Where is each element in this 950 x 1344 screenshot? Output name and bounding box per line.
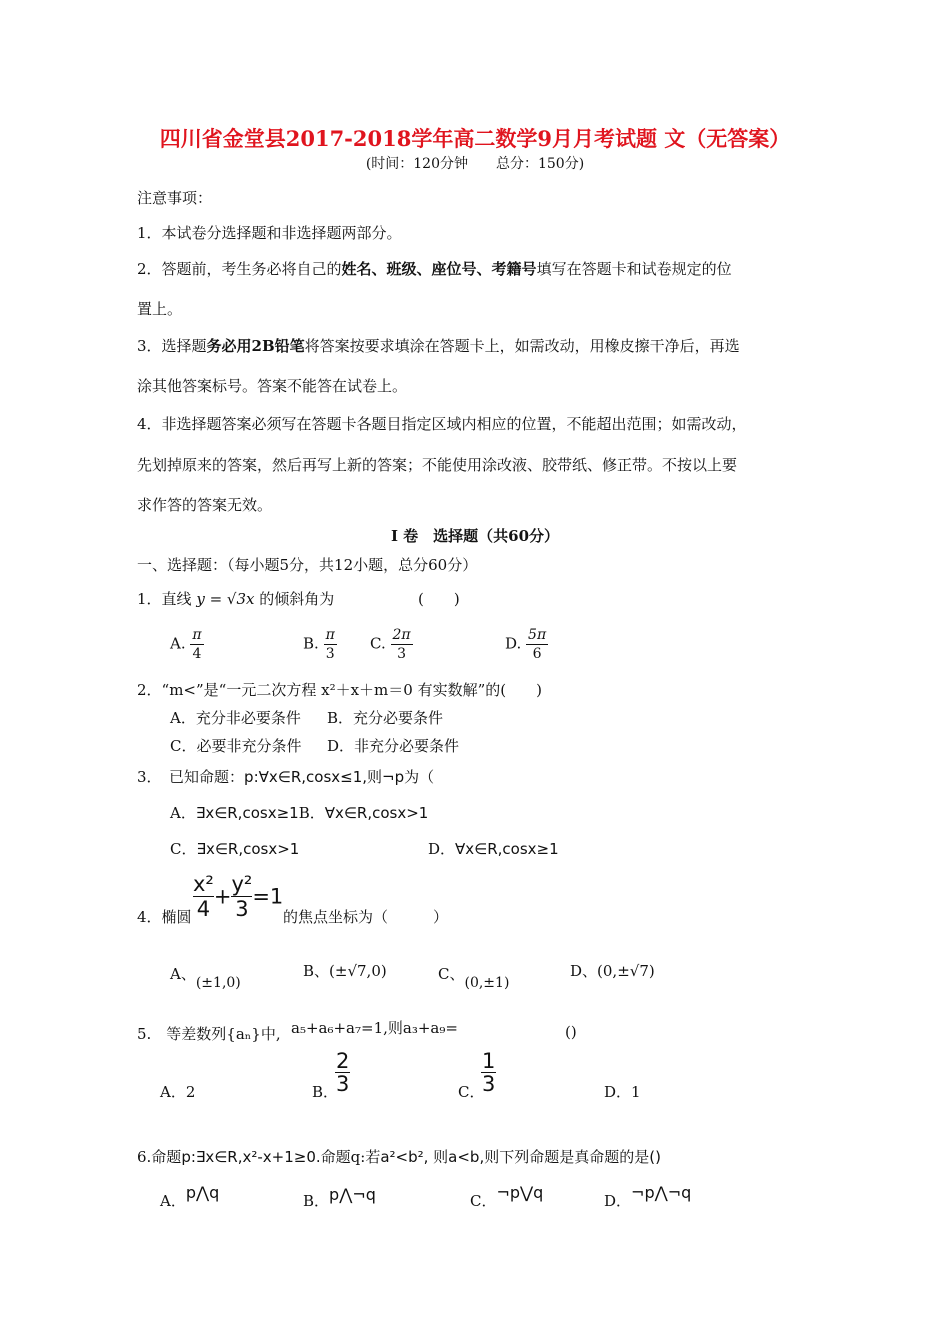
q5-paren: (): [565, 1023, 577, 1041]
q3-d-text: ∀x∈R,cosx≥1: [455, 840, 559, 858]
q3-a-label: A．: [170, 804, 196, 822]
q4-frac-x: [193, 872, 214, 921]
q1-number: 1．直线: [137, 590, 192, 608]
q6-number: 6.命题: [137, 1148, 182, 1166]
q1-d-label: D.: [505, 634, 522, 653]
q1-tail: 的倾斜角为: [259, 590, 335, 608]
q1-stem: [137, 588, 334, 609]
q1-b-den: 3: [325, 646, 335, 662]
note-4-cont-2: 求作答的答案无效。: [137, 496, 273, 514]
q1-b-num: π: [325, 627, 335, 643]
q2-option-b: B．充分必要条件: [327, 709, 444, 727]
q1-d-num: 5π: [528, 627, 547, 643]
q4-label: 4．椭圆: [137, 908, 192, 926]
q1-option-c: [370, 626, 413, 663]
q6-option-a: [160, 1183, 220, 1211]
q6-a-text: p⋀q: [185, 1183, 220, 1202]
note-3-bold: 务必用2B铅笔: [206, 337, 305, 355]
q4-option-d: [570, 960, 655, 981]
q4-option-b: [303, 960, 387, 981]
q5-option-d: D．1: [604, 1083, 641, 1101]
q1-a-label: A.: [170, 634, 186, 653]
note-2-text: 2．答题前，考生务必将自己的: [137, 260, 342, 278]
notes-heading: 注意事项：: [137, 189, 213, 207]
q3-options-ab: [170, 802, 428, 823]
q4-d-label: D、: [570, 962, 598, 980]
q4-y2: y²: [231, 872, 253, 896]
note-3-tail: 将答案按要求填涂在答题卡上，如需改动，用橡皮擦干净后，再选: [304, 337, 740, 355]
q4-b-text: (±√7,0): [329, 962, 387, 980]
q5-c-den: 3: [482, 1072, 496, 1096]
q6-d-label: D．: [604, 1192, 632, 1210]
q6-a-label: A．: [160, 1192, 186, 1210]
q3-option-c: [170, 838, 299, 859]
note-3: [137, 335, 740, 356]
q4-x2: x²: [193, 872, 214, 896]
note-1: 1．本试卷分选择题和非选择题两部分。: [137, 224, 402, 242]
q5-b-num: 2: [336, 1049, 350, 1073]
q1-a-frac: [190, 626, 203, 663]
q3-c-label: C．: [170, 840, 197, 858]
note-4: 4．非选择题答案必须写在答题卡各题目指定区域内相应的位置，不能超出范围；如需改动，: [137, 415, 747, 433]
q4-plus: +: [213, 884, 232, 909]
q2-stem: 2．“m<”是“一元二次方程 x²＋x＋m＝0 有实数解”的( ): [137, 681, 542, 699]
q6-option-c: [470, 1183, 544, 1211]
q3-option-b: ∀x∈R,cosx>1: [324, 804, 429, 822]
q1-c-label: C.: [370, 634, 386, 653]
q4-equation: [193, 872, 283, 921]
note-2-tail: 填写在答题卡和试卷规定的位: [536, 260, 732, 278]
q6-c-label: C．: [470, 1192, 497, 1210]
q1-d-den: 6: [532, 646, 542, 662]
q3-option-d: [428, 838, 559, 859]
note-3-text: 3．选择题: [137, 337, 207, 355]
note-2: [137, 258, 732, 279]
q4-option-a: [170, 963, 241, 991]
q2-option-a: A．充分非必要条件: [170, 709, 301, 727]
q6-b-text: p⋀¬q: [329, 1185, 376, 1204]
q4-frac-y: [231, 872, 252, 921]
q2-option-d: D．非充分必要条件: [327, 737, 460, 755]
q3-number: 3． 已知命题：: [137, 768, 245, 786]
q6-option-d: [604, 1183, 692, 1211]
q5-b-label: B．: [312, 1083, 339, 1101]
note-2-cont: 置上。: [137, 300, 183, 318]
q4-b-label: B、: [303, 962, 330, 980]
q4-option-c: [438, 963, 510, 991]
q4-a-label: A、: [170, 965, 196, 983]
q3-stem: [137, 766, 434, 787]
q4-den1: 4: [196, 897, 211, 921]
q1-paren: ( ): [418, 590, 460, 608]
q3-d-label: D．: [428, 840, 456, 858]
q1-option-a: [170, 626, 204, 663]
q6-p: p:∃x∈R,x²-x+1≥0.: [181, 1148, 321, 1166]
q4-den2: 3: [235, 897, 249, 921]
q1-c-den: 3: [397, 646, 407, 662]
q1-b-label: B.: [303, 634, 319, 653]
q3-proposition: p:∀x∈R,cosx≤1,则¬p为（: [244, 768, 435, 786]
page-subtitle: (时间：120分钟 总分：150分): [365, 156, 585, 172]
q5-option-a: A．2: [160, 1083, 196, 1101]
q1-option-b: [303, 626, 337, 663]
q4-d-text: (0,±√7): [597, 962, 655, 980]
q6-option-b: [303, 1185, 376, 1211]
q1-equation: y = √3x: [196, 590, 255, 608]
q5-b-den: 3: [336, 1072, 350, 1096]
q4-eq: =1: [252, 884, 284, 909]
q6-q-label: 命题q:: [320, 1148, 366, 1166]
q1-d-frac: [526, 626, 548, 663]
note-2-bold: 姓名、班级、座位号、考籍号: [341, 260, 537, 278]
q6-q: 若a²<b², 则a<b,则下列命题是真命题的是(): [365, 1148, 661, 1166]
q2-option-c: C．必要非充分条件: [170, 737, 302, 755]
q1-c-num: 2π: [392, 627, 411, 643]
q1-a-num: π: [192, 627, 202, 643]
q1-c-frac: [391, 626, 413, 663]
note-3-cont: 涂其他答案标号。答案不能答在试卷上。: [137, 377, 408, 395]
q5-b-frac: [335, 1050, 350, 1095]
q5-c-num: 1: [482, 1049, 496, 1073]
q6-c-text: ¬p⋁q: [496, 1183, 544, 1202]
note-4-cont-1: 先划掉原来的答案，然后再写上新的答案；不能使用涂改液、胶带纸、修正带。不按以上要: [137, 456, 738, 474]
page-title: 四川省金堂县2017-2018学年高二数学9月月考试题 文（无答案）: [159, 126, 791, 151]
q6-b-label: B．: [303, 1192, 330, 1210]
q4-c-label: C、: [438, 965, 465, 983]
q5-c-frac: [481, 1050, 496, 1095]
q6-d-text: ¬p⋀¬q: [631, 1183, 692, 1202]
part-heading: 一、选择题：（每小题5分，共12小题，总分60分）: [137, 556, 478, 574]
q6-stem: [137, 1146, 661, 1167]
q1-option-d: [505, 626, 548, 663]
q5-stem: 5. 等差数列{aₙ}中,: [137, 1025, 281, 1043]
q4-tail: 的焦点坐标为（ ）: [283, 908, 449, 926]
q3-c-text: ∃x∈R,cosx>1: [196, 840, 300, 858]
q4-a-text: (±1,0): [195, 975, 241, 991]
q1-a-den: 4: [192, 646, 202, 662]
q1-b-frac: [324, 626, 337, 663]
q4-c-text: (0,±1): [464, 975, 510, 991]
q3-b-label: B．: [298, 804, 325, 822]
q5-condition: a₅+a₆+a₇=1,则a₃+a₉=: [291, 1019, 458, 1037]
q5-c-label: C．: [458, 1083, 485, 1101]
section-heading: Ⅰ 卷 选择题（共60分）: [390, 527, 560, 545]
q3-option-a: ∃x∈R,cosx≥1: [195, 804, 299, 822]
